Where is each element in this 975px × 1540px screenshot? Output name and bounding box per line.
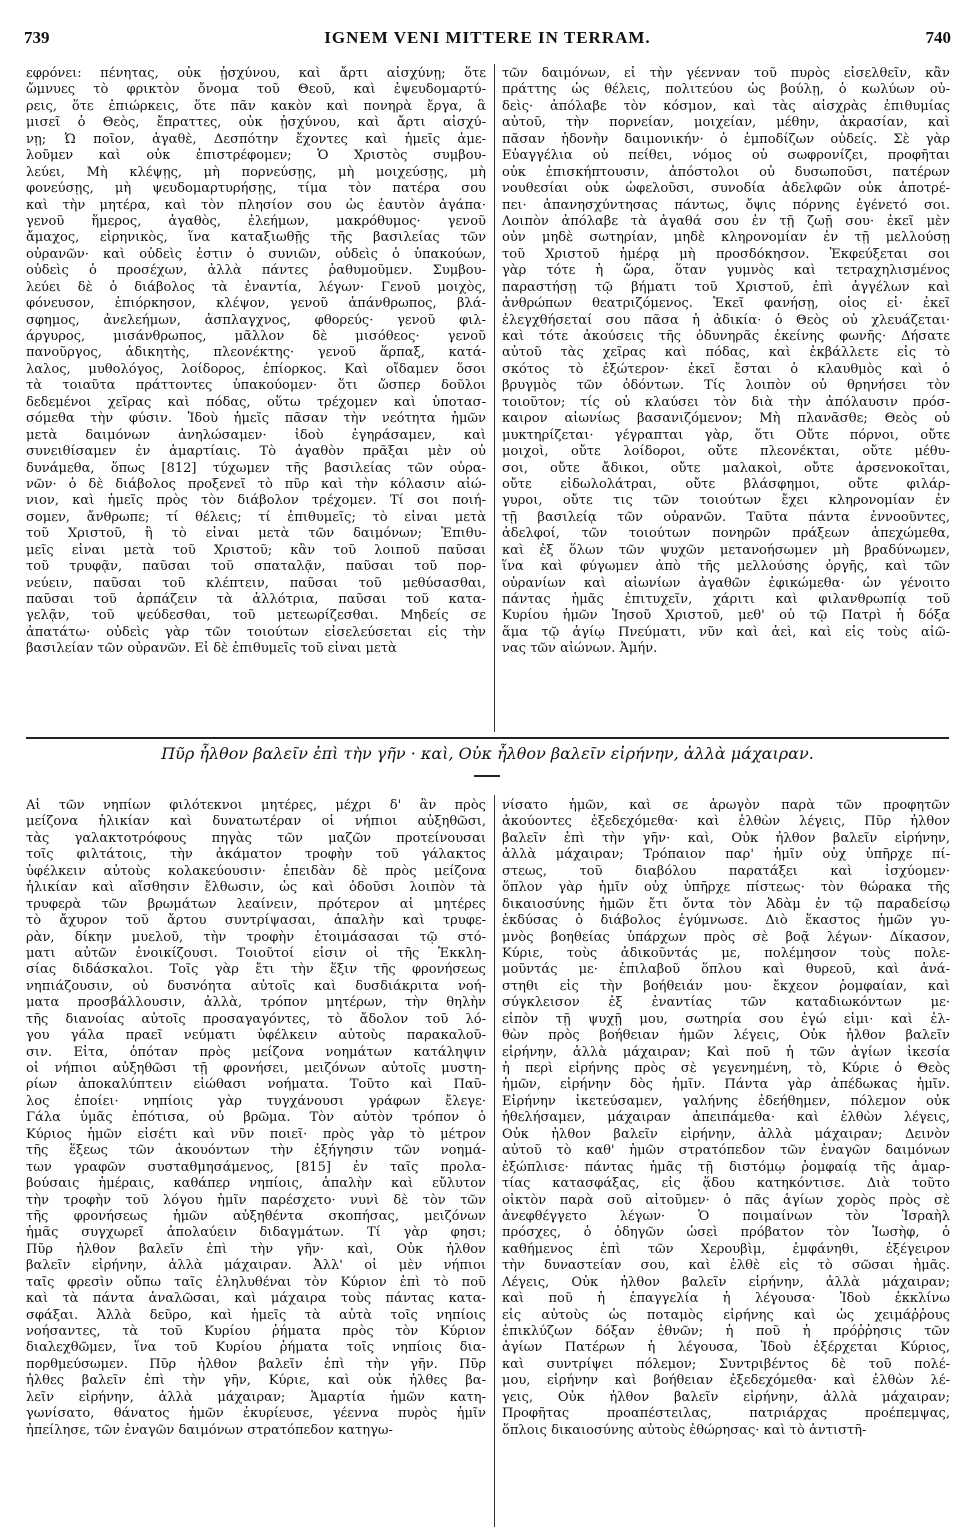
- text-line: μεῖς εἶναι μετὰ τοῦ Χριστοῦ; κἂν τοῦ λοιποῦ παῦσαι: [26, 542, 486, 558]
- text-line: μισεῖ ὁ Θεὸς, ἔπραττες, οὐκ ᾐσχύνου, καὶ ἄρτι αἰσχύ-: [26, 115, 486, 131]
- text-line: αὐτοῦ, τὴν πορνείαν, μοιχείαν, μέθην, ἀκρασίαν, καὶ: [502, 115, 950, 131]
- text-line: τρυφερὰ τῶν βρωμάτων λεαίνειν, πρότερον αἱ μητέρες: [26, 896, 486, 912]
- text-line: καὶ τότε ἀκούσεις τῆς ὀδυνηρᾶς ἐκείνης φωνῆς· Δήσατε: [502, 329, 950, 344]
- text-line: Λέγεις, Οὐκ ἦλθον βαλεῖν εἰρήνην, ἀλλὰ μάχαιραν;: [502, 1274, 950, 1290]
- text-line: ὤμνυες τὸ φρικτὸν ὄνομα τοῦ Θεοῦ, καὶ ἐψευδομαρτύ-: [26, 82, 486, 98]
- text-line: οὐκ ἐπισκήπτουσιν, ἀπόστολοι οὐ δυσωποῦσι, πατέρων: [502, 164, 950, 180]
- text-line: γενοῦ ἥμερος, ἀγαθὸς, ἐλεήμων, μακρόθυμος· γενοῦ: [26, 213, 486, 229]
- text-line: ἠθελήσαμεν, μάχαιραν ἀπειπάμεθα· καὶ ἐλθὼν λέγεις,: [502, 1110, 950, 1126]
- text-line: πράττης ὡς θέλεις, πολιτεύου ὡς βούλῃ, ὁ κωλύων οὐ-: [502, 82, 950, 98]
- text-line: ἡμᾶς συγχωρεῖ ἀπολαύειν διδαγμάτων. Τί γὰρ φησι;: [26, 1225, 486, 1241]
- text-line: οὐρανίων καὶ αἰωνίων ἀγαθῶν ἐφικώμεθα· ὧν γένοιτο: [502, 575, 950, 591]
- text-line: ματα προσβάλλουσιν, ἀλλὰ, τρόπον μητέρων, τὴν θηλὴν: [26, 995, 486, 1011]
- text-line: λαλος, μυθολόγος, λοίδορος, ἐπίορκος. Καὶ οἴδαμεν ὅσοι: [26, 361, 486, 377]
- text-line: μνὸς βοηθείας ὑπάρχων πρὸς σὲ βοᾷ λέγων· Δίκασον,: [502, 929, 950, 945]
- text-line: βασιλείαν τῶν οὐρανῶν. Εἰ δὲ ἐπιθυμεῖς τοῦ εἶναι μετὰ: [26, 641, 397, 657]
- text-line: νῃ; Ὦ ποῖον, ἀγαθὲ, Δεσπότην ἔχοντες καὶ ἡμεῖς ἀμε-: [26, 131, 486, 147]
- text-line: οὐδεὶς ὁ προσέχων, ἀλλὰ πάντες ῥαθυμοῦμεν. Συμβου-: [26, 263, 486, 279]
- left-page-number: 739: [24, 28, 50, 47]
- text-line: καθήμενος ἐπὶ τῶν Χερουβὶμ, ἐμφάνηθι, ἐξέγειρον: [502, 1241, 950, 1257]
- text-line: σύγκλεισον ἐξ ἐναντίας τῶν καταδιωκόντων με·: [502, 995, 950, 1011]
- column-divider-lower: [494, 795, 495, 1527]
- text-line: ἡλικίαν καὶ αἴσθησιν ἔλθωσιν, ὡς καὶ ὀδοῦσι λοιπὸν τὰ: [26, 880, 486, 896]
- text-line: ἁγίων Πατέρων ἡ λέγουσα, Ἰδοὺ ἐξέρχεται Κύριος,: [502, 1340, 950, 1356]
- text-line: καὶ συντρίψει πόλεμον; Συντριβέντος δὲ τοῦ πολέ-: [502, 1356, 950, 1372]
- text-line: συνειθίσαμεν ἐν ἁμαρτίαις. Τὸ ἀγαθὸν πρᾶξαι μὲν οὐ: [26, 444, 486, 460]
- text-line: νουθεσίαι οὐκ ὠφελοῦσι, συνοδία ἀδελφῶν οὐκ ἀποτρέ-: [502, 181, 950, 197]
- text-line: πρόσχες, ὁ ὁδηγῶν ὡσεὶ πρόβατον τὸν Ἰωσὴφ, ὁ: [502, 1225, 950, 1241]
- text-line: σκότος τὸ ἐξώτερον· ἐκεῖ ἔσται ὁ κλαυθμὸς καὶ ὁ: [502, 361, 950, 377]
- text-line: θὼν πρὸς βοήθειαν ἡμῶν λέγεις, Οὐκ ἦλθον βαλεῖν: [502, 1028, 950, 1044]
- text-line: σφημος, ἀνελεήμων, ἀσπλαγχνος, φθορεύς· γενοῦ φιλ-: [26, 312, 486, 328]
- text-line: ἅμα τῷ ἁγίῳ Πνεύματι, νῦν καὶ ἀεὶ, καὶ εἰς τοὺς αἰῶ-: [502, 624, 950, 640]
- text-line: βαλεῖν ἐπὶ τὴν γῆν· καὶ, Οὐκ ἦλθον βαλεῖν εἰρήνην,: [502, 830, 950, 846]
- text-line: τῆς φρονήσεως ἡμῶν αὐξηθέντα σκοπήσας, μειζόνων: [26, 1208, 486, 1224]
- section-rule: [26, 737, 949, 739]
- text-line: καὶ ἐξ ὅλων τῶν ψυχῶν μετανοήσωμεν μὴ βραδύνωμεν,: [502, 542, 950, 558]
- running-header: [24, 28, 951, 54]
- text-line: Γάλα ὑμᾶς ἐπότισα, οὐ βρῶμα. Τὸν αὐτὸν τρόπον ὁ: [26, 1110, 486, 1126]
- text-line: στηθι εἰς τὴν βοήθειάν μου· ἔκχεον ῥομφαίαν, καὶ: [502, 978, 950, 994]
- text-line: λος ἐποίει· νηπίοις γὰρ τυγχάνουσι γράφων ἔλεγε·: [26, 1093, 486, 1109]
- text-line: μυκτηρίζεται· γέγραπται γὰρ, ὅτι Οὔτε πόρνοι, οὔτε: [502, 427, 950, 443]
- text-line: ἐλεγχθήσεταί σου πᾶσα ἡ ἀδικία· ὁ Θεὸς οὐ χλευάζεται·: [502, 312, 950, 328]
- text-line: παραστήσῃ τῷ βήματι τοῦ Χριστοῦ, ἐπὶ ἀγγέλων καὶ: [502, 279, 950, 295]
- text-line: οἱ νήπιοι αὐξηθῶσι τῇ φρονήσει, μειζόνων αὐτοῖς μυστη-: [26, 1061, 486, 1076]
- text-line: βαλεῖν εἰρήνην, ἀλλὰ μάχαιραν. Ἀλλ' οἱ μὲν νήπιοι: [26, 1258, 486, 1274]
- text-line: τοιοῦτον; τίς οὐ κλαύσει τὸν διὰ τὴν ἀπόλαυσιν πρόσ-: [502, 394, 950, 410]
- text-line: τὰς γαλακτοτρόφους πηγὰς τῶν μαζῶν προτείνουσαι: [26, 830, 486, 846]
- text-line: πορθμεύσωμεν. Πῦρ ἦλθον βαλεῖν ἐπὶ τὴν γῆν. Πῦρ: [26, 1356, 486, 1372]
- text-line: αὐτοῦ τὰς χεῖρας καὶ πόδας, καὶ ἐκβάλλετε εἰς τὸ: [502, 345, 950, 361]
- text-line: Κύριος ἡμῶν εἰσέτι καὶ νῦν ποιεῖ· πρὸς γὰρ τὸ μέτρον: [26, 1126, 486, 1142]
- text-line: μείζονα ἡλικίαν καὶ δυνατωτέραν οἱ νήπιοι αὐξηθῶσι,: [26, 814, 486, 830]
- text-line: ἀνθρώπων θεατριζόμενος. Ἐκεῖ φανήσῃ, οἷος εἶ· ἐκεῖ: [502, 296, 950, 312]
- text-line: βρυγμὸς τῶν ὀδόντων. Τίς λοιπὸν οὐ θρηνήσει τὸν: [502, 378, 950, 394]
- text-line: ἐξώπλισε· πάντας ἡμᾶς τῇ διστόμῳ ῥομφαίᾳ τῆς ἁμαρ-: [502, 1159, 950, 1175]
- text-line: τὴν δυναστείαν σου, καὶ ἐλθὲ εἰς τὸ σῶσαι ἡμᾶς.: [502, 1258, 950, 1274]
- text-line: μοῦντάς με· ἐπιλαβοῦ ὅπλου καὶ θυρεοῦ, καὶ ἀνά-: [502, 962, 950, 978]
- text-line: ἀλλὰ μάχαιραν; Τρόπαιον παρ' ἡμῖν οὐχ ὑπῆρχε πί-: [502, 847, 950, 863]
- text-line: οὔτε εἰδωλολάτραι, οὔτε βλάσφημοι, οὔτε φιλάρ-: [502, 476, 950, 492]
- text-line: τὴν τροφὴν τοῦ λόγου ἡμῖν παρέσχετο· νυνὶ δὲ τὸν τῶν: [26, 1192, 486, 1208]
- text-line: τοῦ Χριστοῦ, ἢ τὸ εἶναι μετὰ τῶν δαιμόνων; Ἐπιθυ-: [26, 526, 486, 542]
- text-line: άργυρος, μισάνθρωπος, μᾶλλον δὲ μισόθεος· γενοῦ: [26, 329, 486, 344]
- text-line: στεως, τοῦ διαβόλου παρατάξει καὶ ἰσχύομεν·: [502, 863, 950, 879]
- text-line: τοῖς φιλτάτοις, τὴν ἀκάματον τροφὴν τοῦ γάλακτος: [26, 847, 486, 863]
- text-line: νοήσαντες, τὰ τοῦ Κυρίου ῥήματα πρὸς τὸν Κύριον: [26, 1324, 486, 1339]
- text-line: δεὶς· ἀπόλαβε τὸν κόσμον, καὶ τὰς αἰσχρὰς ἐπιθυμίας: [502, 98, 950, 114]
- text-line: ἐκδύσας ὁ διάβολος ἐγύμνωσε. Διὸ ἕκαστος ἡμῶν γυ-: [502, 913, 950, 929]
- text-line: φονεύσῃς, μὴ ψευδομαρτυρήσῃς, τίμα τὸν πατέρα σου: [26, 181, 486, 197]
- text-line: λεύει, Μὴ κλέψῃς, μὴ πορνεύσῃς, μὴ μοιχεύσῃς, μὴ: [26, 164, 486, 180]
- text-line: βούσαις ἡμέραις, καθάπερ νηπίοις, ἁπαλὴν καὶ εὔλυτον: [26, 1176, 486, 1192]
- text-line: εἰς αὐτοὺς ὡς ποταμὸς εἰρήνης καὶ ὡς χειμάῤῥους: [502, 1307, 950, 1323]
- text-line: εἰρήνην, ἀλλὰ μάχαιραν; Καὶ ποῦ ἡ τῶν ἁγίων ἱκεσία: [502, 1044, 950, 1060]
- section-title: Πῦρ ἦλθον βαλεῖν ἐπὶ τὴν γῆν · καὶ, Οὐκ ἦλθον βαλεῖν εἰρήνην, ἀλλὰ μάχαιραν.: [161, 744, 814, 763]
- text-line: σόμεθα τὴν φύσιν. Ἰδοὺ ἡμεῖς πᾶσαν τὴν νεότητα ἡμῶν: [26, 411, 486, 427]
- text-line: τῇ βασιλείᾳ τῶν οὐρανῶν. Ταῦτα πάντα ἐννοοῦντες,: [502, 509, 950, 525]
- text-line: καὶ ποῦ ἡ ἐπαγγελία ἡ λέγουσα· Ἰδοὺ ἐκκλίνω: [502, 1291, 950, 1307]
- text-line: μου, εἰρήνην καὶ βοήθειαν ἐξεδεχόμεθα· καὶ ἐλθὼν λέ-: [502, 1373, 950, 1389]
- text-line: Οὐκ ἦλθον βαλεῖν εἰρήνην, ἀλλὰ μάχαιραν; Δεινὸν: [502, 1126, 950, 1142]
- text-line: ἡ περὶ εἰρήνης πρὸς σὲ γεγενημένη, τὸ, Κύριε ὁ Θεὸς: [502, 1061, 950, 1076]
- text-line: πᾶσαν ἡδονὴν δαιμονικήν· ὁ ἐμποδίζων οὐδείς. Σὲ γὰρ: [502, 131, 950, 147]
- text-line: τῆς ἕξεως τῶν ἀκουόντων τὴν ἐξήγησιν τῶν νοημά-: [26, 1143, 486, 1159]
- text-line: ἐπικλύζων δόξαν ἐθνῶν; ἡ ποῦ ἡ πρόῤῥησις τῶν: [502, 1324, 950, 1339]
- text-line: γωνίσατο, θάνατος ἡμῶν ἐκυρίευσε, γέεννα πυρὸς ἡμῖν: [26, 1406, 486, 1422]
- text-line: καὶ τὴν μητέρα, καὶ τὸν πλησίον σου ὡς ἑαυτὸν ἀγάπα·: [26, 197, 486, 213]
- text-line: ἠπείλησε, τῶν ἐναγῶν δαιμόνων στρατόπεδον κατηγω-: [26, 1422, 393, 1438]
- title-dash: [474, 775, 500, 777]
- text-line: λεύει δὲ ὁ διάβολος τὰ ἐναντία, λέγων· Γενοῦ μοιχὸς,: [26, 279, 486, 295]
- text-column-upper-right: [502, 66, 950, 658]
- text-line: μετὰ δαιμόνων ἀνηλώσαμεν· ἰδοὺ ἐγηράσαμεν, καὶ: [26, 427, 486, 443]
- text-line: γελᾷν, τοῦ ψεύδεσθαι, τοῦ μετεωρίζεσθαι. Μηδείς σε: [26, 608, 486, 624]
- text-line: νιον, καὶ ἡμεῖς πρὸς τὸν διάβολον τρέχομεν. Τί σοι ποιή-: [26, 493, 486, 509]
- text-column-lower-left: [26, 798, 486, 1439]
- text-line: γυροι, οὔτε τις τῶν τοιούτων ἔχει κληρονομίαν ἐν: [502, 493, 950, 509]
- text-line: καὶ τὰ πάντα ἀναλῶσαι, καὶ μάχαιρα τοὺς πάντας κατα-: [26, 1291, 486, 1307]
- text-line: ὑφέλκειν αὐτοὺς κολακεύουσιν· ἐπειδὰν δὲ πρὸς μείζονα: [26, 863, 486, 879]
- text-line: Προφῆτας προαπέστειλας, πατριάρχας προέπεμψας,: [502, 1406, 950, 1422]
- text-line: πάντας ἡμᾶς ἐπιτυχεῖν, χάριτι καὶ φιλανθρωπίᾳ τοῦ: [502, 592, 950, 607]
- text-line: οἰκτὸν παρὰ σοῦ αἰτοῦμεν· ὁ πᾶς ἁγίων χορὸς πρὸς σὲ: [502, 1192, 950, 1208]
- text-line: καιρον αἰωνίως βασανιζόμενον; Μὴ πλανᾶσθε; Θεὸς οὐ: [502, 411, 950, 427]
- text-line: σφάξαι. Ἀλλὰ δεῦρο, καὶ ἡμεῖς τὰ αὐτὰ τοῖς νηπίοις: [26, 1307, 486, 1323]
- text-line: σομεν, ἄνθρωπε; τί θέλεις; τί ἐπιθυμεῖς; τὸ εἶναι μετὰ: [26, 509, 486, 525]
- text-line: νας τῶν αἰώνων. Ἀμήν.: [502, 641, 658, 657]
- text-line: ἀκούοντες ἐξεδεχόμεθα· καὶ ἐλθὼν λέγεις, Πῦρ ἦλθον: [502, 814, 950, 830]
- text-line: λεῖν εἰρήνην, ἀλλὰ μάχαιραν; Ἁμαρτία ἡμῶν κατη-: [26, 1389, 486, 1405]
- text-line: ταῖς φρεσὶν οὔπω ταῖς ἐληλυθέναι τὸν Κύριον ἐπὶ τὸ ποῦ: [26, 1274, 486, 1290]
- text-line: μοιχοὶ, οὔτε λοίδοροι, οὔτε πλεονέκται, οὔτε μέθυ-: [502, 444, 950, 460]
- text-line: τοῦ τρυφᾷν, παῦσαι τοῦ σπαταλᾷν, παῦσαι τοῦ πορ-: [26, 559, 486, 575]
- text-line: λοῦμεν καὶ οὐκ ἐπιστρέφομεν; Ὁ Χριστὸς συμβου-: [26, 148, 486, 164]
- text-line: δικαιοσύνης ἡμῶν ἔτι ὄντα τὸν Ἀδὰμ ἐν τῷ παραδείσῳ: [502, 896, 950, 912]
- text-line: ματι αὐτῶν ἐνοικίζουσι. Τοιοῦτοί εἰσιν οἱ τῆς Ἐκκλη-: [26, 945, 486, 961]
- text-line: Εἰρήνην ἱκετεύσαμεν, γαλήνης ἐδεήθημεν, πόλεμον οὐκ: [502, 1093, 950, 1109]
- text-line: τοῦ Χριστοῦ ἡμέρᾳ μὴ προσδόκησον. Ἐκφεύξεται σοι: [502, 246, 950, 262]
- text-line: ρεις, ὅτε ἐπιώρκεις, ὅτε πᾶν κακὸν καὶ πονηρὰ ἔργα, ἃ: [26, 98, 486, 114]
- column-divider-upper: [494, 64, 495, 732]
- text-line: νῶν· ὁ δὲ διάβολος προξενεῖ τὸ πῦρ καὶ τὴν κόλασιν αἰώ-: [26, 476, 486, 492]
- text-line: σοι, οὔτε ἄδικοι, οὔτε μαλακοὶ, οὔτε ἀρσενοκοῖται,: [502, 460, 950, 476]
- text-line: Κυρίου ἡμῶν Ἰησοῦ Χριστοῦ, μεθ' οὗ τῷ Πατρὶ ἡ δόξα: [502, 608, 950, 624]
- text-line: των γραφῶν συσταθμησάμενος, [815] ἐν ταῖς προλα-: [26, 1159, 486, 1175]
- text-line: τῆς διανοίας αὐτοῖς προσαγαγόντες, τὸ ἄδολον τοῦ λό-: [26, 1011, 486, 1027]
- text-line: ἦλθες βαλεῖν ἐπὶ τὴν γῆν, Κύριε, καὶ οὐκ ἦλθες βα-: [26, 1373, 486, 1389]
- running-title: IGNEM VENI MITTERE IN TERRAM.: [324, 28, 651, 47]
- text-line: ἀνεφθέγγετο λέγων· Ὁ ποιμαίνων τὸν Ἰσραὴλ: [502, 1208, 950, 1224]
- right-page-number: 740: [925, 28, 951, 47]
- text-line: Πῦρ ἦλθον βαλεῖν ἐπὶ τὴν γῆν· καὶ, Οὐκ ἦλθον: [26, 1241, 486, 1257]
- text-line: φόνευσον, ἐπιόρκησον, κλέψον, γενοῦ ἀπάνθρωπος, βλά-: [26, 296, 486, 312]
- text-line: δεδεμένοι χεῖρας καὶ πόδας, οὕτω τρέχομεν καὶ ὑποτασ-: [26, 394, 486, 410]
- text-line: οὖν μηδὲ σωτηρίαν, μηδὲ κληρονομίαν ἐν τῇ μελλούσῃ: [502, 230, 950, 246]
- text-line: σίας διδάσκαλοι. Τοῖς γὰρ ἔτι τὴν ἕξιν τῆς φρονήσεως: [26, 962, 486, 978]
- text-line: ρίων ἀποκαλύπτειν εἰώθασι νοήματα. Τοῦτο καὶ Παῦ-: [26, 1077, 486, 1093]
- text-line: τῶν δαιμόνων, εἰ τὴν γέενναν τοῦ πυρὸς εἰσελθεῖν, κἂν: [502, 66, 950, 81]
- text-line: Κύριε, τοὺς ἀδικοῦντάς με, πολέμησον τοὺς πολε-: [502, 945, 950, 961]
- text-line: πει· ἀπανησχύντησας πάντως, ὄψις πόρνης ἐγένετό σοι.: [502, 197, 950, 213]
- text-line: δυνάμεθα, ὅπως [812] τύχωμεν τῆς βασιλείας τῶν οὐρα-: [26, 460, 486, 476]
- text-column-lower-right: [502, 798, 950, 1439]
- text-line: τίας κατασφάξας, εἰς ᾅδου κατηκόντισε. Διὰ τοῦτο: [502, 1176, 950, 1192]
- text-line: διαλεχθῶμεν, ἵνα τοῦ Κυρίου ῥήματα τοῖς νηπίοις δια-: [26, 1340, 486, 1356]
- text-line: ἡμῶν, εἰρήνην δὸς ἡμῖν. Πάντα γὰρ ἀπέδωκας ἡμῖν.: [502, 1077, 950, 1093]
- text-column-upper-left: [26, 66, 486, 658]
- text-line: Λοιπὸν ἀπόλαβε τὰ ἀγαθά σου ἐν τῇ ζωῇ σου· ἐκεῖ μὲν: [502, 213, 950, 229]
- text-line: παῦσαι τοῦ ἁρπάζειν τὰ ἀλλότρια, παῦσαι τοῦ κατα-: [26, 592, 486, 607]
- text-line: σιν. Εἶτα, ὁπόταν πρὸς μείζονα νοημάτων κατάληψιν: [26, 1044, 486, 1060]
- text-line: ἵνα καὶ φύγωμεν ἀπὸ τῆς μελλούσης ὀργῆς, καὶ τῶν: [502, 559, 950, 575]
- text-line: γεις, Οὐκ ἦλθον βαλεῖν εἰρήνην, ἀλλὰ μάχαιραν;: [502, 1389, 950, 1405]
- text-line: τὰ τοιαῦτα πράττοντες ὑπακούομεν· ὅτι ὥσπερ δοῦλοι: [26, 378, 486, 394]
- text-line: Εὐαγγέλια οὐ πείθει, νόμος οὐ σωφρονίζει, προφῆται: [502, 148, 950, 164]
- text-line: πανοῦργος, ἀδικητὴς, πλεονέκτης· γενοῦ ἅρπαξ, κατά-: [26, 345, 486, 361]
- text-line: ὅπλοις δικαιοσύνης αὐτοὺς ἐθώρησας· καὶ τὸ ἀντιστῆ-: [502, 1422, 867, 1438]
- text-line: τὸ ἄχυρον τοῦ ἄρτου συντρίψασαι, ἁπαλὴν καὶ τρυφε-: [26, 913, 486, 929]
- text-line: γὰρ τότε ἡ ὥρα, ὅταν γυμνὸς καὶ τετραχηλισμένος: [502, 263, 950, 279]
- text-line: οὐρανῶν· καὶ οὐδεὶς ἐστιν ὁ συνιῶν, οὐδεὶς ὁ ὑπακούων,: [26, 246, 486, 262]
- text-line: ἀδελφοί, τῶν τοιούτων πονηρῶν πράξεων ἀπεχώμεθα,: [502, 526, 950, 542]
- text-line: εφρόνει: πένητας, οὐκ ᾐσχύνου, καὶ ἄρτι αἰσχύνῃ; ὅτε: [26, 66, 486, 81]
- text-line: ὅπλον γὰρ ἡμῖν οὐχ ὑπῆρχε πίστεως· τὸν θώρακα τῆς: [502, 880, 950, 896]
- text-line: γου γάλα πραεῖ νεύματι ὑφέλκειν αὐτοὺς παρακαλοῦ-: [26, 1028, 486, 1044]
- text-line: νίσατο ἡμῶν, καὶ σε ἀρωγὸν παρὰ τῶν προφητῶν: [502, 798, 950, 813]
- text-line: εἰπὸν τῇ ψυχῇ μου, σωτηρία σου ἐγώ εἰμι· καὶ ἐλ-: [502, 1011, 950, 1027]
- text-line: νηπιάζουσιν, οὐ δυσνόητα αὐτοῖς καὶ δυσδιάκριτα νοή-: [26, 978, 486, 994]
- text-line: ρὰν, δίκην μυελοῦ, τὴν τροφὴν ἑτοιμάσασαι τῷ στό-: [26, 929, 486, 945]
- text-line: ἀπατάτω· οὐδεὶς γὰρ τῶν τοιούτων εἰσελεύσεται εἰς τὴν: [26, 624, 486, 640]
- text-line: ἄμαχος, εἰρηνικὸς, ἵνα καταξιωθῇς τῆς βασιλείας τῶν: [26, 230, 486, 246]
- text-line: αὐτοῦ τὸ καθ' ἡμῶν στρατόπεδον τῶν ἐναγῶν δαιμόνων: [502, 1143, 950, 1159]
- text-line: νεύειν, παῦσαι τοῦ κλέπτειν, παῦσαι τοῦ μεθύσασθαι,: [26, 575, 486, 591]
- text-line: Αἱ τῶν νηπίων φιλότεκνοι μητέρες, μέχρι δ' ἂν πρὸς: [26, 798, 486, 813]
